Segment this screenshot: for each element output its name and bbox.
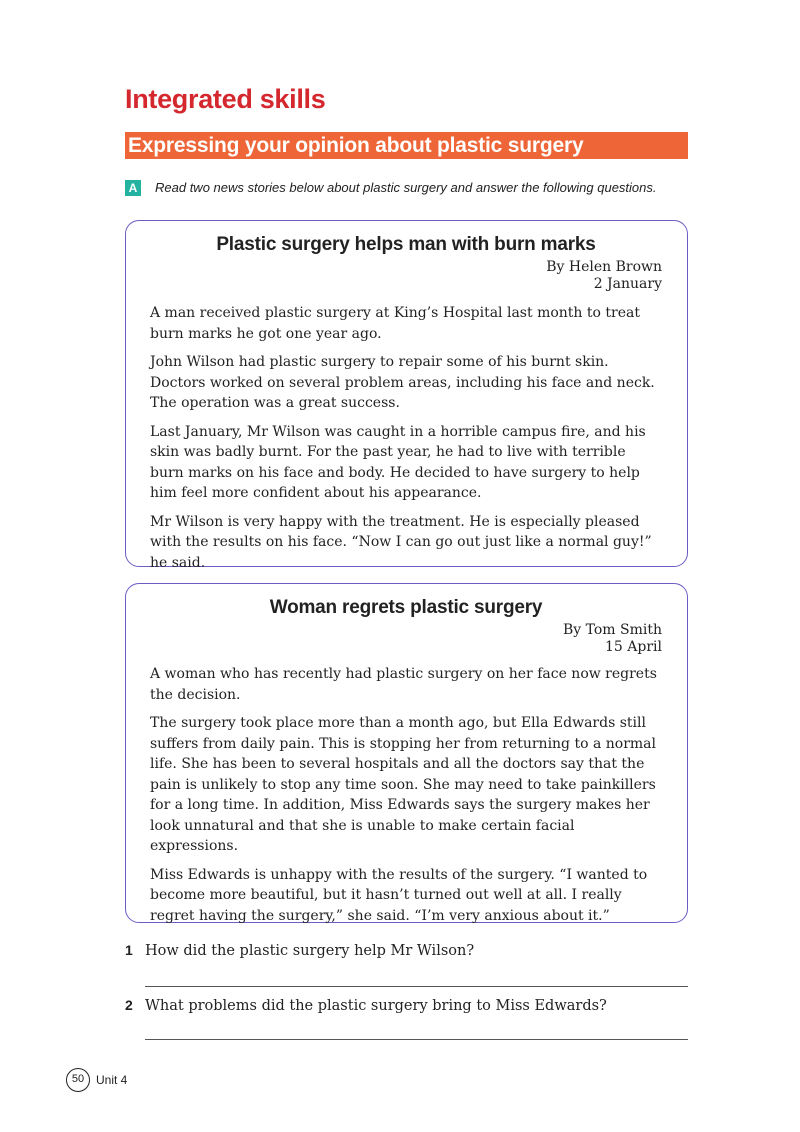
- unit-label: Unit 4: [96, 1073, 128, 1087]
- story-paragraph: Last January, Mr Wilson was caught in a horrible campus fire, and his skin was badly burnt. For the past year, he had to live with terrible burn marks on his face and body. He decided to have surgery to help him feel more confident about his appearance.: [150, 423, 646, 501]
- story-author: By Tom Smith: [562, 622, 662, 638]
- story-paragraph: A woman who has recently had plastic surgery on her face now regrets the decision.: [150, 666, 657, 703]
- question-number: 1: [125, 942, 133, 958]
- question-2: [125, 997, 690, 1014]
- story-byline: [150, 259, 662, 293]
- story-paragraph: Mr Wilson is very happy with the treatment. He is especially pleased with the results on his face. “Now I can go out just like a normal guy!” he said.: [150, 513, 652, 571]
- answer-line-2[interactable]: [145, 1039, 688, 1040]
- question-text: What problems did the plastic surgery bring to Miss Edwards?: [145, 998, 607, 1014]
- story-headline: Plastic surgery helps man with burn marks: [216, 234, 596, 255]
- question-1: [125, 942, 690, 959]
- question-text: How did the plastic surgery help Mr Wilson?: [145, 943, 475, 959]
- instruction-text: Read two news stories below about plastic surgery and answer the following questions.: [155, 180, 657, 196]
- page-footer: [66, 1068, 127, 1092]
- story-author: By Helen Brown: [546, 259, 662, 275]
- story-paragraph: Miss Edwards is unhappy with the results of the surgery. “I wanted to become more beautiful, but it hasn’t turned out well at all. I really regret having the surgery,” she said. “I’m very anxious about it.”: [150, 866, 648, 924]
- story-paragraph: John Wilson had plastic surgery to repair some of his burnt skin. Doctors worked on several problem areas, including his face and neck. The operation was a great success.: [150, 354, 655, 411]
- story-date: 15 April: [605, 639, 662, 655]
- page-title: Integrated skills: [125, 84, 326, 114]
- story-paragraph: A man received plastic surgery at King’s Hospital last month to treat burn marks he got one year ago.: [150, 305, 640, 342]
- section-heading: Expressing your opinion about plastic surgery: [125, 132, 688, 159]
- question-number: 2: [125, 997, 133, 1013]
- story-paragraph: The surgery took place more than a month ago, but Ella Edwards still suffers from daily pain. This is stopping her from returning to a normal life. She has been to several hospitals and all the doctors say that the pain is unlikely to stop any time soon. She may need to take painkillers for a long time. In addition, Miss Edwards says the surgery makes her look unnatural and that she is unable to make certain facial expressions.: [150, 715, 657, 854]
- story-byline: [150, 622, 662, 656]
- news-story-1: [125, 220, 688, 571]
- instruction: [125, 179, 725, 199]
- story-date: 2 January: [593, 276, 662, 292]
- page-number: 50: [66, 1068, 90, 1092]
- news-story-2: [125, 583, 688, 923]
- answer-line-1[interactable]: [145, 986, 688, 987]
- story-headline: Woman regrets plastic surgery: [269, 597, 543, 618]
- instruction-badge: A: [125, 180, 141, 196]
